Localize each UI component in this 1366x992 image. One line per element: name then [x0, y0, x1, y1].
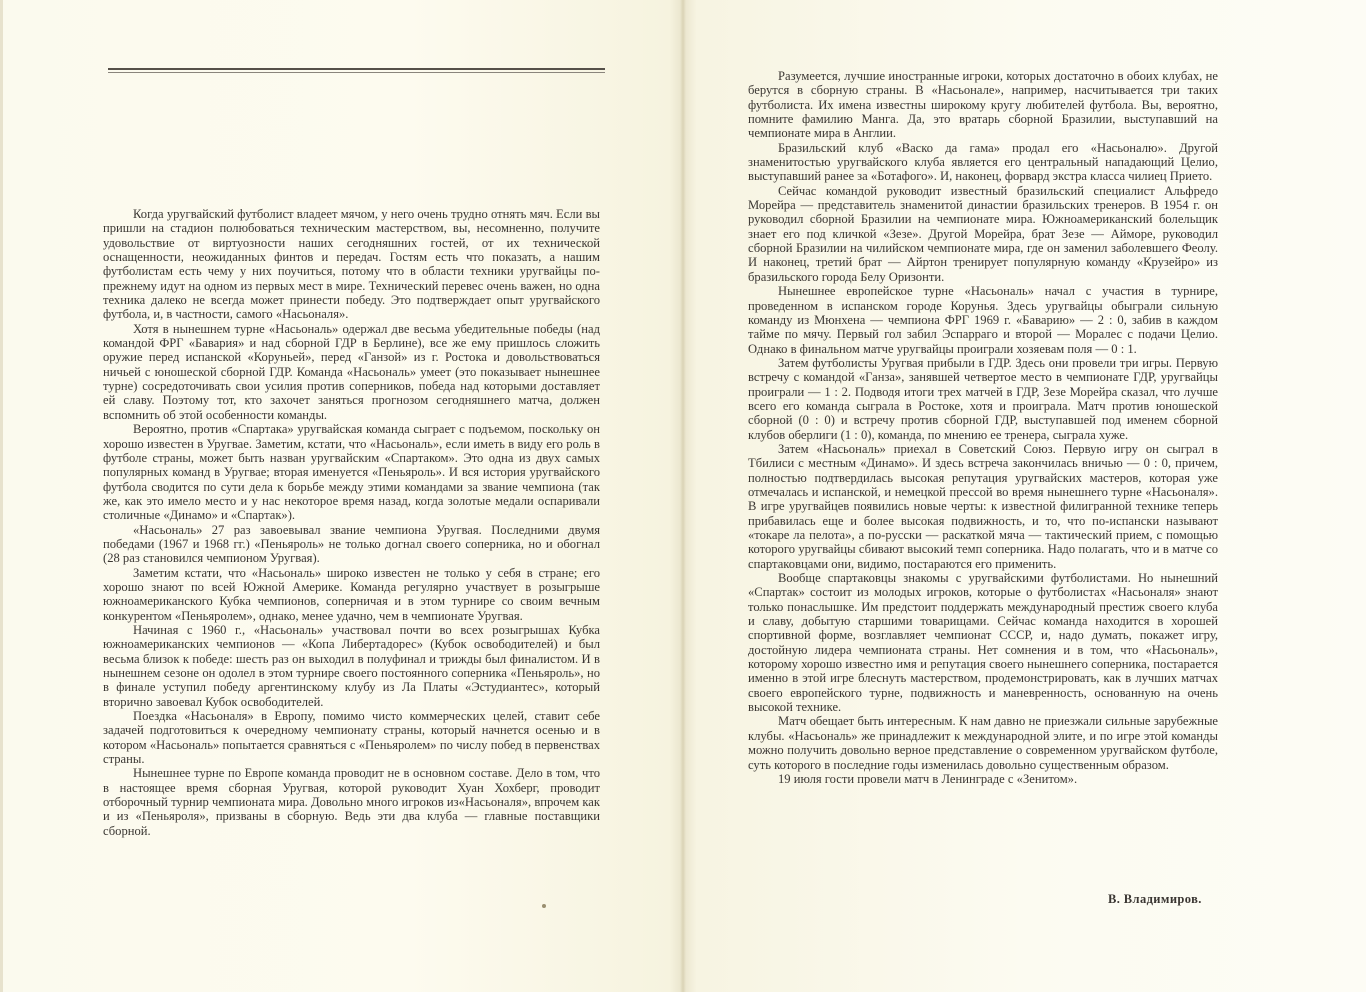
paragraph: Вероятно, против «Спартака» уругвайская команда сыграет с подъемом, поскольку он хорошо известен в Уругвае. Заметим, кстати, что «Насьональ», если иметь в виду его роль в футболе страны, может быть назван уругвайским «Спартаком». Это одна из двух самых популярных команд в Уругвае; вторая именуется «Пеньяроль». И вся история уругвайского футбола сводится по сути дела к борьбе между этими командами за звание чемпиона (так же, как это имело место и у нас некоторое время назад, когда золотые медали оспаривали столичные «Динамо» и «Спартак»). [103, 422, 600, 523]
paragraph: Бразильский клуб «Васко да гама» продал его «Насьоналю». Другой знаменитостью уругвайского клуба является его центральный нападающий Целио, выступавший ранее за «Ботафого». И, наконец, форвард экстра класса чилиец Прието. [748, 140, 1218, 184]
top-rule-divider [108, 68, 605, 73]
paragraph: Нынешнее европейское турне «Насьональ» начал с участия в турнире, проведенном в испанском городе Корунья. Здесь уругвайцы обыграли сильную команду из Мюнхена — чемпиона ФРГ 1969 г. «Баварию» — 2 : 0, забив в каждом тайме по мячу. Первый гол забил Эспаррагo и второй — Моралес с подачи Целио. Однако в финальном матче уругвайцы проиграли хозяевам поля — 0 : 1. [748, 284, 1218, 356]
paragraph: Когда уругвайский футболист владеет мячом, у него очень трудно отнять мяч. Если вы пришли на стадион полюбоваться техническим мастерством, вы, несомненно, получите удовольствие от виртуозности наших сегодняшних гостей, от их технической оснащенности, неожиданных финтов и передач. Гостям есть что показать, а нашим футболистам есть чему у них поучиться, потому что в области техники уругвайцы по-прежнему идут на одном из первых мест в мире. Технический перевес очень важен, но одна техника далеко не всегда может принести победу. Это подтверждает опыт уругвайского футбола, и, в частности, самого «Насьоналя». [103, 207, 600, 322]
paragraph: Начиная с 1960 г., «Насьональ» участвовал почти во всех розыгрышах Кубка южноамериканских чемпионов — «Копа Либертадорес» (Кубок освободителей) и был весьма близок к победе: шесть раз он выходил в полуфинал и трижды был финалистом. И в нынешнем сезоне он одолел в этом турнире своего постоянного соперника «Пеньяроль», но в финале уступил победу аргентинскому клубу из Ла Платы «Эстудиантес», который вторично завоевал Кубок освободителей. [103, 622, 600, 709]
paragraph: Хотя в нынешнем турне «Насьональ» одержал две весьма убедительные победы (над командой ФРГ «Бавария» и над сборной ГДР в Берлине), все же ему пришлось сложить оружие перед испанской «Коруньей», перед «Ганзой» из г. Ростока и довольствоваться ничьей с юношеской сборной ГДР. Команда «Насьональ» умеет (это показывает нынешнее турне) сосредоточивать свои усилия против соперников, победа над которыми доставляет ей славу. Поэтому тот, кто захочет заняться прогнозом сегодняшнего матча, должен вспомнить об этой особенности команды. [103, 321, 600, 422]
paragraph: Сейчас командой руководит известный бразильский специалист Альфредо Морейра — представитель знаменитой династии бразильских тренеров. В 1954 г. он руководил сборной Бразилии на чемпионате мира. Южноамериканский болельщик знает его под кличкой «Зезе». Другой Морейра, брат Зезе — Айморе, руководил сборной Бразилии на чилийском чемпионате мира, где он заменил заболевшего Феолу. И наконец, третий брат — Айртон тренирует популярную команду «Крузейро» из бразильского города Белу Оризонти. [748, 183, 1218, 284]
paragraph: Разумеется, лучшие иностранные игроки, которых достаточно в обоих клубах, не берутся в сборную страны. В «Насьонале», например, насчитывается три таких футболиста. Их имена известны широкому кругу любителей футбола. Вы, вероятно, помните фамилию Манга. Да, это вратарь сборной Бразилии, выступавший на чемпионате мира в Англии. [748, 69, 1218, 141]
paragraph: Нынешнее турне по Европе команда проводит не в основном составе. Дело в том, что в настоящее время сборная Уругвая, которой руководит Хуан Хохберг, проводит отборочный турнир чемпионата мира. Довольно много игроков из«Насьоналя», впрочем как и из «Пеньяроля», призваны в сборную. Ведь эти два клуба — главные поставщики сборной. [103, 766, 600, 838]
paragraph: Затем футболисты Уругвая прибыли в ГДР. Здесь они провели три игры. Первую встречу с командой «Ганза», занявшей четвертое место в чемпионате ГДР, уругвайцы проиграли — 1 : 2. Подводя итоги трех матчей в ГДР, Зезе Морейра сказал, что лучше всего его команда сыграла в Ростоке, хотя и проиграла. Матч против юношеской сборной (0 : 0) и встречу против сборной ГДР, выступавшей под именем сборной клубов оберлиги (1 : 0), команда, по мнению ее тренера, сыграла хуже. [748, 355, 1218, 442]
left-article-column [103, 207, 600, 838]
ink-speck [542, 904, 546, 908]
paragraph: Заметим кстати, что «Насьональ» широко известен не только у себя в стране; его хорошо знают по всей Южной Америке. Команда регулярно участвует в розыгрыше южноамериканского Кубка чемпионов, соперничая и в этом турнире со своим вечным конкурентом «Пеньяролем», однако, менее удачно, чем в чемпионате Уругвая. [103, 565, 600, 623]
paragraph: Затем «Насьональ» приехал в Советский Союз. Первую игру он сыграл в Тбилиси с местным «Динамо». И здесь встреча закончилась вничью — 0 : 0, причем, полностью подтвердилась высокая репутация уругвайских мастеров, которая уже отмечалась и испанской, и немецкой прессой во время нынешнего турне «Насьоналя». В игре уругвайцев появились новые черты: к известной филигранной технике теперь прибавилась еще и более высокая подвижность, и то, что по-испански называют «токаре ла пелота», а по-русски — раскаткой мяча — тактический прием, с помощью которого уругвайцы сбивают высокий темп соперника. Надо полагать, что и в матче со спартаковцами они, видимо, постараются его применить. [748, 441, 1218, 571]
paragraph: Поездка «Насьоналя» в Европу, помимо чисто коммерческих целей, ставит себе задачей подготовиться к очередному чемпионату страны, который начнется осенью и в котором «Насьональ» попытается сравняться с «Пеньяролем» по числу побед в первенствах страны. [103, 709, 600, 767]
right-article-column [748, 69, 1218, 786]
paragraph: «Насьональ» 27 раз завоевывал звание чемпиона Уругвая. Последними двумя победами (1967 и 1968 гг.) «Пеньяроль» не только догнал своего соперника, но и обогнал (28 раз становился чемпионом Уругвая). [103, 522, 600, 566]
paragraph: 19 июля гости провели матч в Ленинграде с «Зенитом». [778, 771, 1078, 786]
paragraph: Матч обещает быть интересным. К нам давно не приезжали сильные зарубежные клубы. «Насьональ» же принадлежит к международной элите, и по игре этой команды можно получить довольно верное представление о современном уругвайском футболе, суть которого в последние годы изменилась довольно существенным образом. [748, 714, 1218, 772]
author-signature: В. Владимиров. [1108, 892, 1202, 906]
paragraph: Вообще спартаковцы знакомы с уругвайскими футболистами. Но нынешний «Спартак» состоит из молодых игроков, которые о футболистах «Насьоналя» знают только понаслышке. Им предстоит поддержать международный престиж своего клуба и славу, добытую старшими товарищами. Сейчас команда находится в хорошей спортивной форме, возглавляет чемпионат СССР, и, надо думать, покажет игру, достойную лидера чемпионата страны. Нет сомнения и в том, что «Насьональ», которому хорошо известно имя и репутация своего нынешнего соперника, постарается именно в этой игре блеснуть мастерством, продемонстрировать, как в лучших матчах своего европейского турне, подвижность и маневренность, основанную на очень высокой технике. [748, 571, 1218, 715]
